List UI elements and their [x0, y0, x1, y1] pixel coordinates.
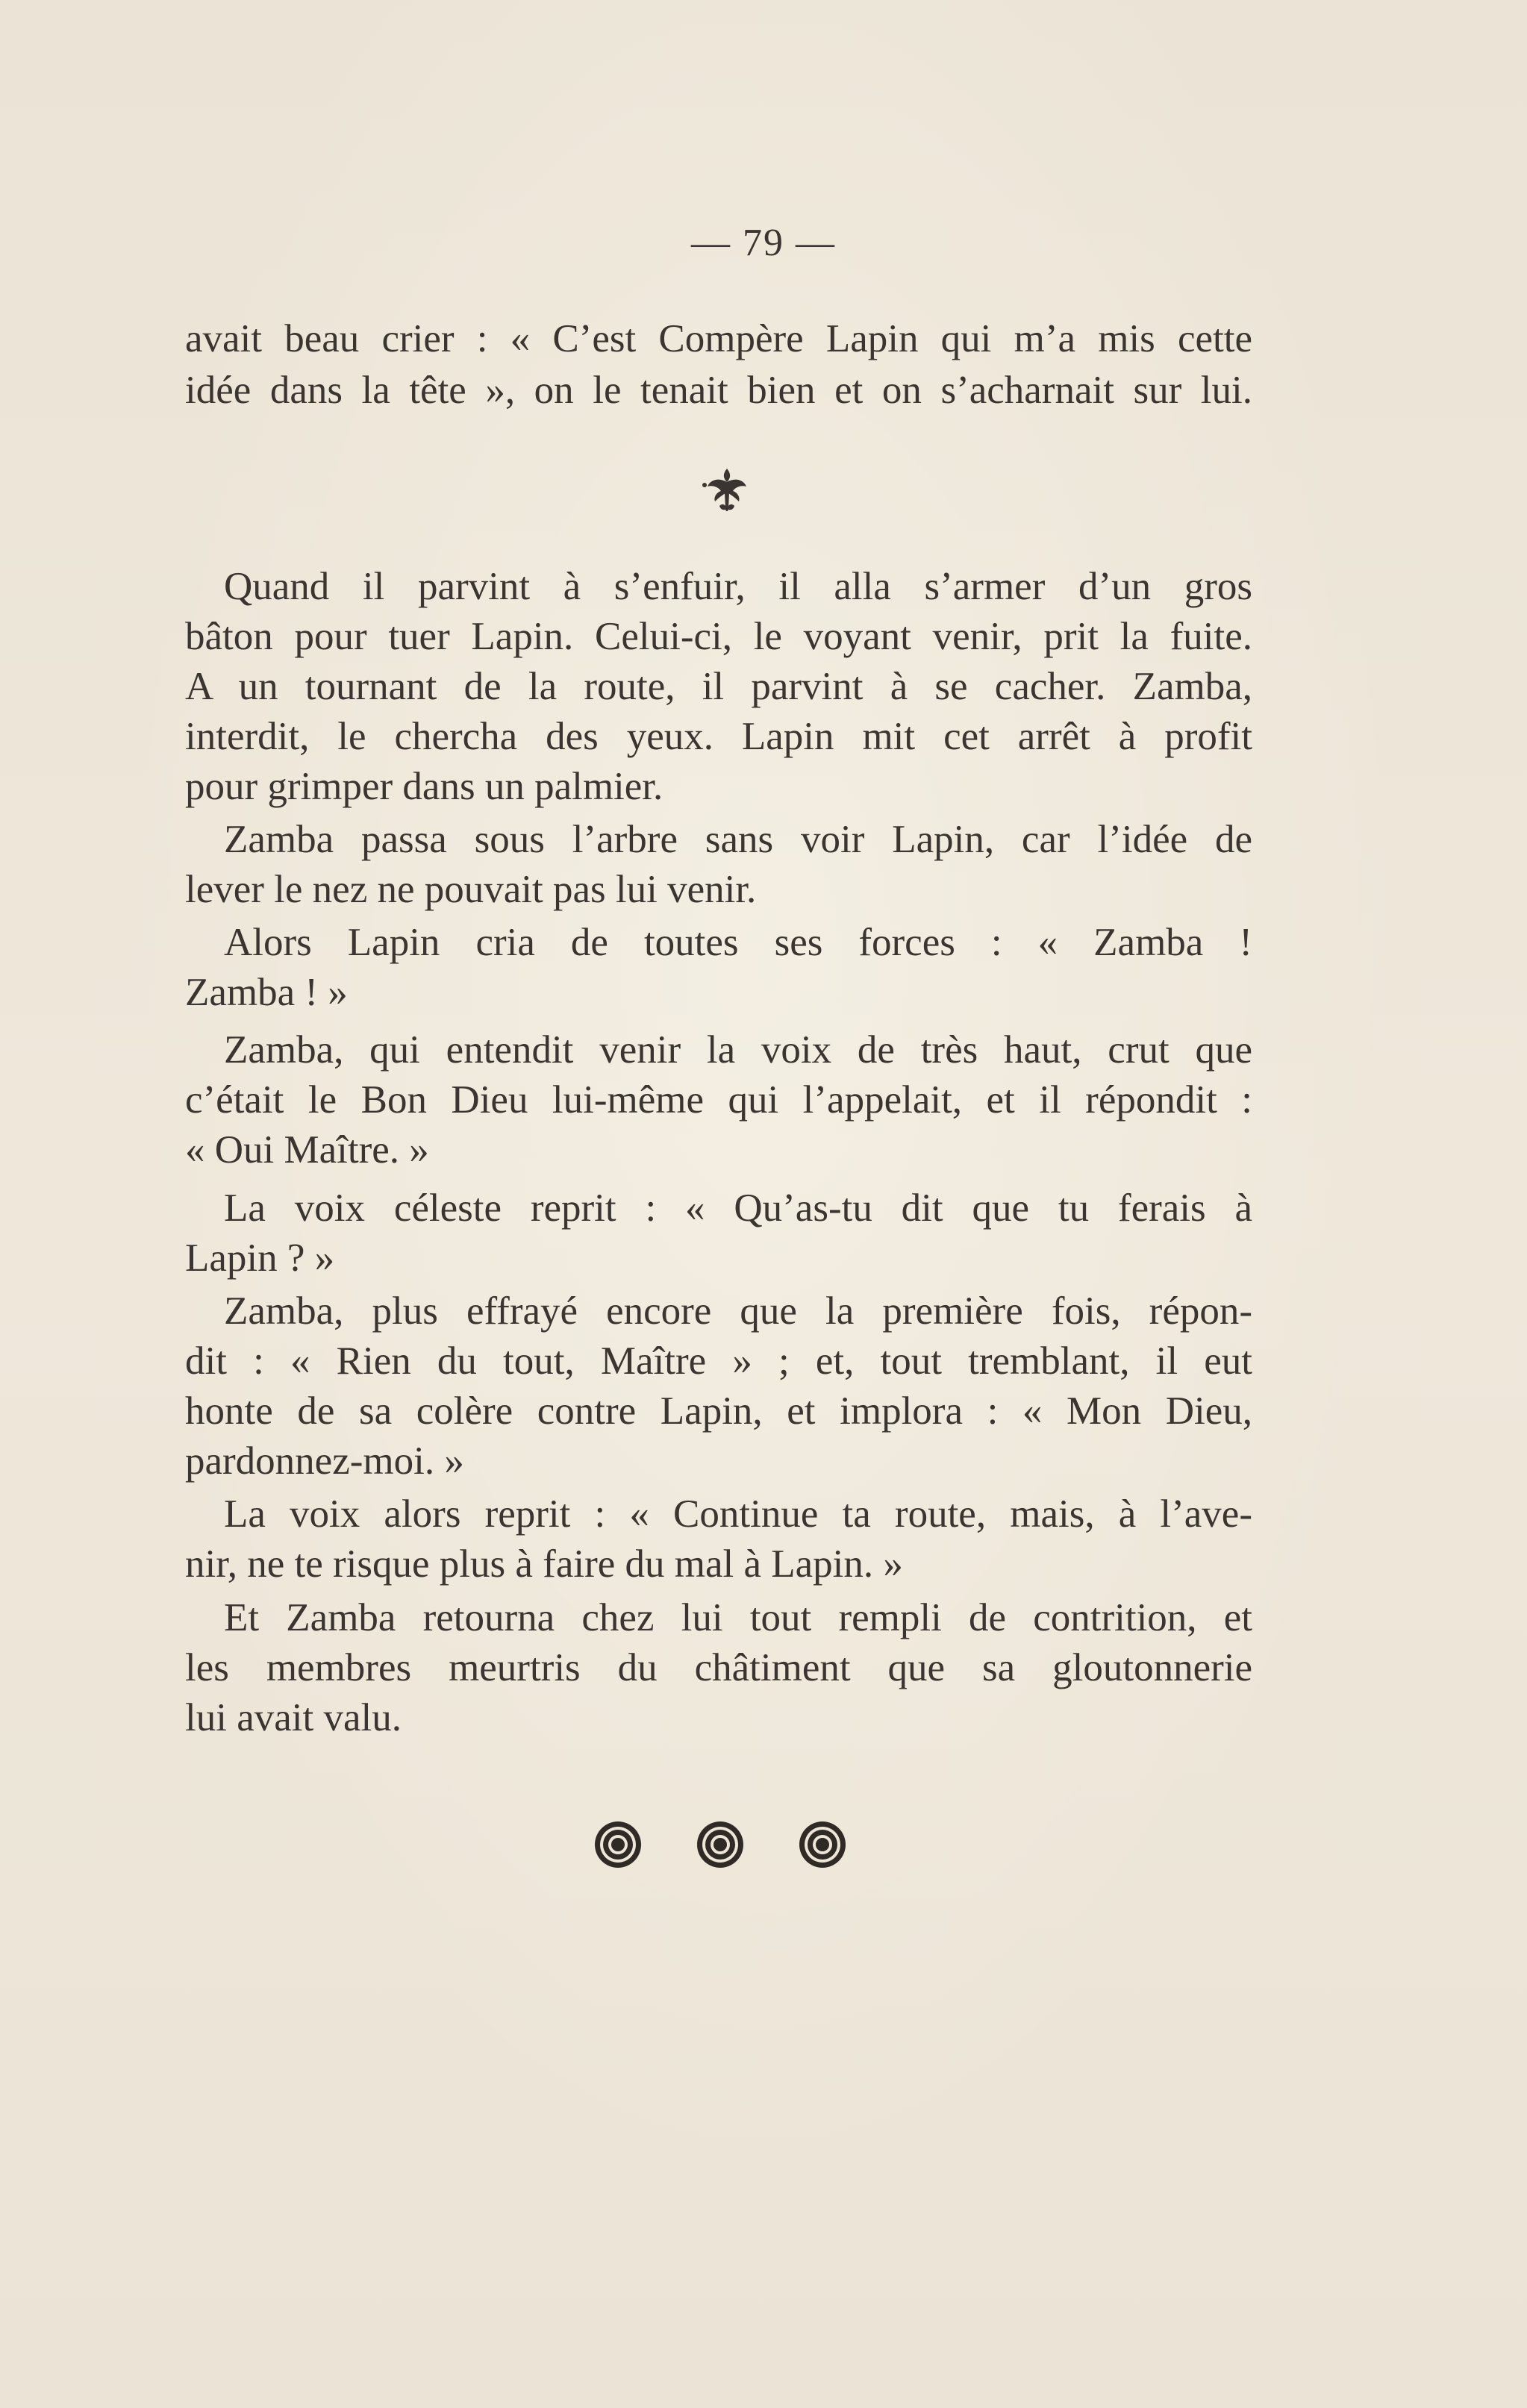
text-line: La voix alors reprit : « Continue ta route, mais, à l’ave- [224, 1492, 1252, 1536]
text-line: les membres meurtris du châtiment que sa gloutonnerie [185, 1646, 1252, 1689]
end-ornaments [590, 1816, 851, 1876]
concentric-circle-ornament-icon [794, 1816, 851, 1873]
page-number: — 79 — [691, 222, 836, 264]
text-line: « Oui Maître. » [185, 1128, 429, 1172]
text-line: Lapin ? » [185, 1236, 335, 1280]
text-line: Zamba, plus effrayé encore que la première fois, répon- [224, 1289, 1252, 1333]
text-line: Zamba ! » [185, 971, 348, 1014]
text-line: honte de sa colère contre Lapin, et implora : « Mon Dieu, [185, 1389, 1252, 1433]
concentric-circle-ornament-icon [590, 1816, 646, 1873]
text-line: bâton pour tuer Lapin. Celui-ci, le voyant venir, prit la fuite. [185, 615, 1252, 658]
text-line: c’était le Bon Dieu lui-même qui l’appelait, et il répondit : [185, 1078, 1252, 1122]
fleuron-icon [699, 463, 755, 519]
concentric-circle-ornament-icon [692, 1816, 749, 1873]
text-line: dit : « Rien du tout, Maître » ; et, tout tremblant, il eut [185, 1339, 1252, 1383]
text-line: A un tournant de la route, il parvint à se cacher. Zamba, [185, 665, 1252, 708]
text-line: Quand il parvint à s’enfuir, il alla s’armer d’un gros [224, 565, 1252, 608]
text-line: nir, ne te risque plus à faire du mal à Lapin. » [185, 1542, 903, 1586]
text-line: La voix céleste reprit : « Qu’as-tu dit que tu ferais à [224, 1186, 1252, 1230]
text-line: Zamba, qui entendit venir la voix de très haut, crut que [224, 1028, 1252, 1072]
text-line: lui avait valu. [185, 1696, 402, 1739]
text-line: interdit, le chercha des yeux. Lapin mit cet arrêt à profit [185, 715, 1252, 758]
text-line: Et Zamba retourna chez lui tout rempli de contrition, et [224, 1596, 1252, 1639]
text-line: lever le nez ne pouvait pas lui venir. [185, 868, 757, 911]
text-line: avait beau crier : « C’est Compère Lapin qui m’a mis cette [185, 317, 1252, 360]
text-line: Zamba passa sous l’arbre sans voir Lapin, car l’idée de [224, 818, 1252, 861]
text-line: idée dans la tête », on le tenait bien et on s’acharnait sur lui. [185, 369, 1252, 412]
text-line: pardonnez-moi. » [185, 1439, 464, 1483]
text-line: pour grimper dans un palmier. [185, 765, 663, 808]
text-line: Alors Lapin cria de toutes ses forces : « Zamba ! [224, 921, 1252, 964]
